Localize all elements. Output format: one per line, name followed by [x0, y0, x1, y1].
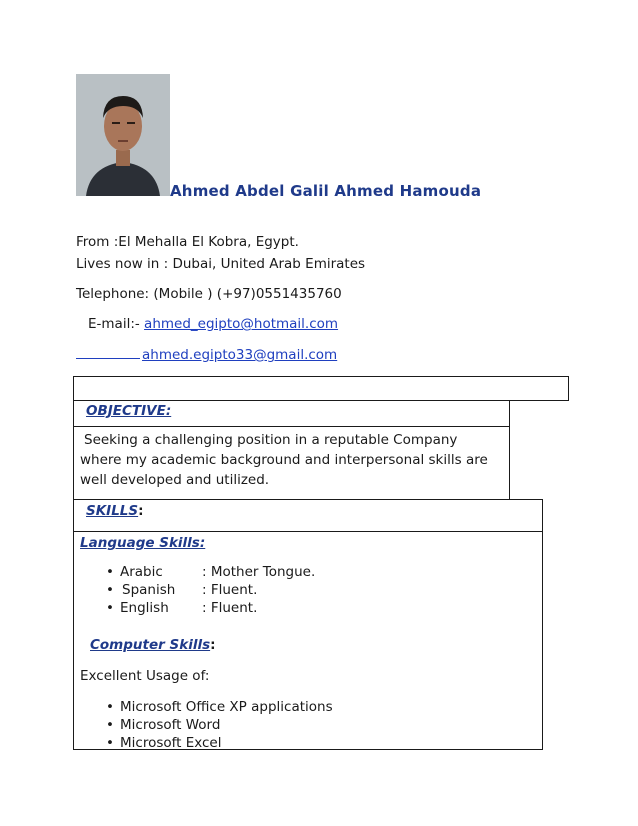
email-link-hotmail[interactable]: ahmed_egipto@hotmail.com	[144, 316, 339, 332]
objective-divider	[73, 426, 510, 427]
origin-text: From :El Mehalla El Kobra, Egypt.	[76, 234, 299, 250]
computer-skills-heading-row	[90, 637, 216, 653]
objective-heading: OBJECTIVE:	[86, 403, 172, 419]
language-level: : Mother Tongue.	[202, 564, 316, 580]
language-name: English	[120, 600, 169, 616]
language-skills-heading: Language Skills:	[80, 535, 206, 551]
person-photo-icon	[76, 74, 170, 196]
language-name: Arabic	[120, 564, 163, 580]
skills-heading-row	[86, 503, 144, 519]
list-item	[80, 599, 480, 617]
empty-header-row	[73, 376, 569, 401]
list-item	[80, 563, 480, 581]
email-row-2	[76, 346, 337, 363]
email-row	[88, 316, 338, 332]
objective-text: Seeking a challenging position in a reputable Company where my academic background and interpersonal skills are well developed and utilized.	[80, 432, 488, 488]
email-link-gmail[interactable]: ahmed.egipto33@gmail.com	[142, 347, 338, 363]
language-level: : Fluent.	[202, 600, 258, 616]
email-label: E-mail:-	[88, 316, 145, 332]
language-name: Spanish	[122, 582, 176, 598]
list-item: • Microsoft Word	[80, 716, 500, 734]
list-item: • Microsoft Office XP applications	[80, 698, 500, 716]
residence-text: Lives now in : Dubai, United Arab Emirates	[76, 256, 366, 272]
telephone-text: Telephone: (Mobile ) (+97)0551435760	[76, 286, 342, 302]
profile-photo	[76, 74, 170, 196]
computer-skills-list	[80, 698, 500, 752]
excellent-usage-text: Excellent Usage of:	[80, 668, 210, 684]
skills-colon: :	[138, 503, 144, 519]
applicant-name: Ahmed Abdel Galil Ahmed Hamouda	[170, 182, 482, 200]
underline-spacer	[76, 346, 140, 359]
computer-skills-heading: Computer Skills	[90, 637, 211, 653]
language-list	[80, 563, 480, 617]
skills-heading: SKILLS	[86, 503, 139, 519]
list-item: • Microsoft Excel	[80, 734, 500, 752]
language-level: : Fluent.	[202, 582, 258, 598]
computer-skills-colon: :	[210, 637, 216, 653]
list-item	[80, 581, 480, 599]
